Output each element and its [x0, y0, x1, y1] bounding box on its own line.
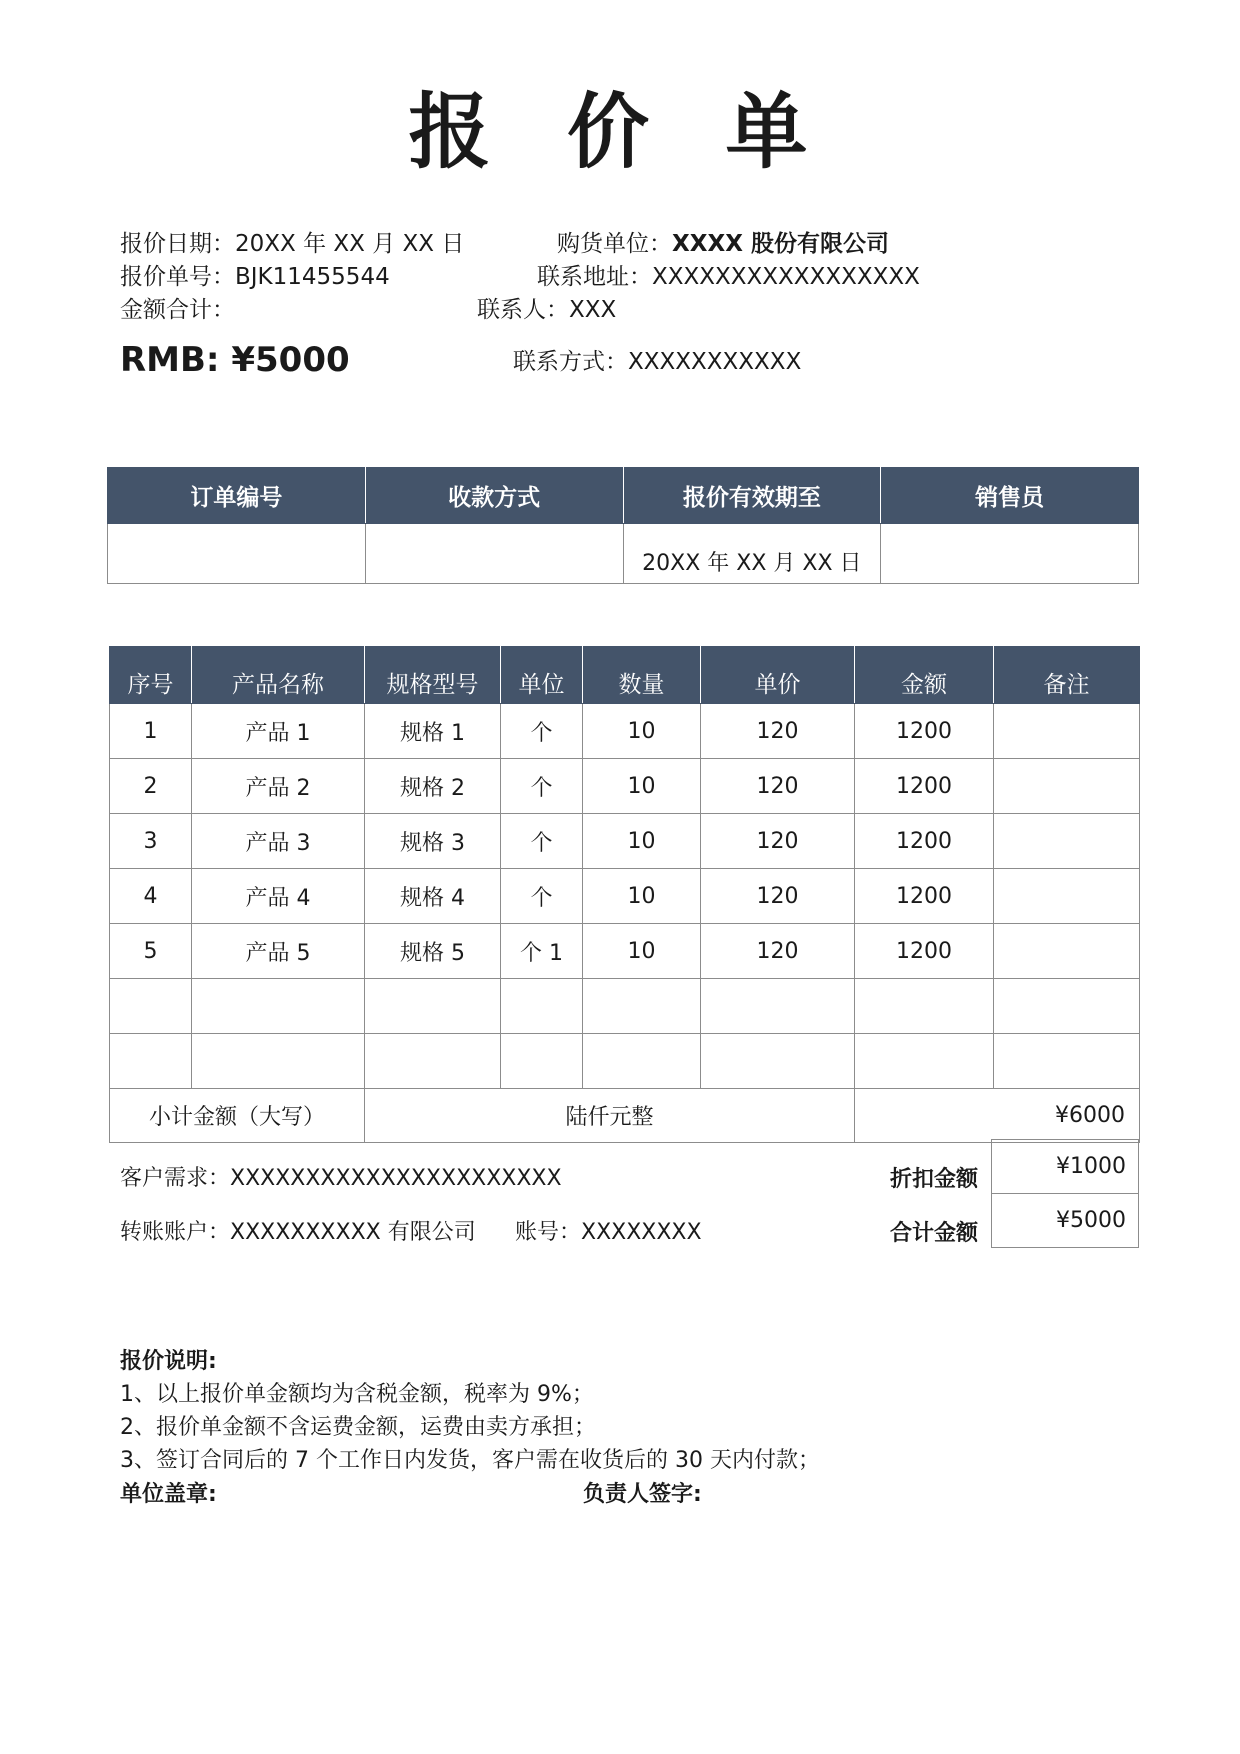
table-cell: 3 — [110, 814, 192, 869]
table-cell — [701, 979, 855, 1034]
table-cell: 120 — [701, 759, 855, 814]
table-row — [110, 704, 1140, 759]
subtotal-label: 小计金额（大写） — [110, 1089, 365, 1143]
subtotal-text: 陆仟元整 — [365, 1089, 855, 1143]
table-cell — [501, 1034, 583, 1089]
buyer — [557, 233, 889, 256]
address-value: XXXXXXXXXXXXXXXXX — [652, 264, 920, 290]
table-cell — [110, 1034, 192, 1089]
items-header-cell: 单价 — [701, 647, 855, 704]
table-cell — [994, 869, 1140, 924]
table-cell — [994, 759, 1140, 814]
account-number: 账号：XXXXXXXX — [515, 1220, 702, 1245]
table-cell — [994, 1034, 1140, 1089]
table-cell: 1200 — [855, 869, 994, 924]
table-cell: 产品 5 — [192, 924, 365, 979]
table-row — [110, 814, 1140, 869]
items-header-cell: 单位 — [501, 647, 583, 704]
table-cell: 个 — [501, 704, 583, 759]
table-cell: 10 — [583, 759, 701, 814]
total-value: ¥5000 — [992, 1194, 1139, 1248]
order-header-cell: 订单编号 — [108, 468, 366, 524]
table-cell: 120 — [701, 704, 855, 759]
table-row — [110, 869, 1140, 924]
subtotal-amount: ¥6000 — [855, 1089, 1140, 1143]
quote-date-label: 报价日期： — [120, 231, 235, 257]
total-row — [992, 1194, 1139, 1248]
table-cell — [501, 979, 583, 1034]
table-cell: 产品 4 — [192, 869, 365, 924]
table-cell: 个 1 — [501, 924, 583, 979]
order-number-cell — [108, 524, 366, 584]
seal-label: 单位盖章: — [120, 1482, 217, 1507]
order-header-cell: 销售员 — [881, 468, 1139, 524]
salesperson-cell — [881, 524, 1139, 584]
table-cell — [994, 924, 1140, 979]
signature-label: 负责人签字: — [583, 1482, 702, 1507]
table-cell — [994, 814, 1140, 869]
note-item: 3、签订合同后的 7 个工作日内发货，客户需在收货后的 30 天内付款； — [120, 1448, 820, 1473]
table-cell: 规格 3 — [365, 814, 501, 869]
valid-until-cell: 20XX 年 XX 月 XX 日 — [623, 524, 881, 584]
table-cell — [365, 1034, 501, 1089]
address — [537, 266, 920, 289]
order-table — [107, 467, 1139, 584]
amount-total-label: 金额合计： — [120, 297, 235, 323]
table-cell — [994, 704, 1140, 759]
table-cell: 4 — [110, 869, 192, 924]
total-label: 合计金额 — [890, 1221, 979, 1246]
table-cell: 1200 — [855, 814, 994, 869]
table-cell — [192, 979, 365, 1034]
table-cell — [110, 979, 192, 1034]
table-row — [110, 924, 1140, 979]
table-cell — [701, 1034, 855, 1089]
transfer-account: 转账账户：XXXXXXXXXX 有限公司 — [120, 1220, 476, 1245]
table-cell — [365, 979, 501, 1034]
note-item: 2、报价单金额不含运费金额，运费由卖方承担； — [120, 1415, 596, 1440]
table-cell: 5 — [110, 924, 192, 979]
order-table-header — [108, 468, 1139, 524]
buyer-label: 购货单位： — [557, 231, 672, 257]
items-header-cell: 数量 — [583, 647, 701, 704]
buyer-value: XXXX 股份有限公司 — [672, 231, 889, 257]
note-item: 1、以上报价单金额均为含税金额，税率为 9%； — [120, 1382, 594, 1407]
table-cell: 产品 1 — [192, 704, 365, 759]
table-cell: 产品 2 — [192, 759, 365, 814]
subtotal-row — [110, 1089, 1140, 1143]
table-cell: 120 — [701, 814, 855, 869]
items-header-cell: 序号 — [110, 647, 192, 704]
table-cell: 1 — [110, 704, 192, 759]
page-title: 报 价 单 — [408, 85, 832, 180]
table-cell: 2 — [110, 759, 192, 814]
items-table — [109, 646, 1140, 1143]
phone-value: XXXXXXXXXXX — [628, 349, 802, 375]
totals-table — [991, 1139, 1139, 1248]
address-label: 联系地址： — [537, 264, 652, 290]
table-cell: 10 — [583, 869, 701, 924]
discount-row — [992, 1140, 1139, 1194]
table-cell: 个 — [501, 869, 583, 924]
quote-date-value: 20XX 年 XX 月 XX 日 — [235, 231, 465, 257]
quote-notes — [120, 1345, 820, 1477]
table-cell: 个 — [501, 814, 583, 869]
discount-value: ¥1000 — [992, 1140, 1139, 1194]
contact-label: 联系人： — [477, 297, 569, 323]
table-cell: 产品 3 — [192, 814, 365, 869]
table-cell — [855, 1034, 994, 1089]
table-cell: 1200 — [855, 759, 994, 814]
table-cell: 规格 4 — [365, 869, 501, 924]
notes-title: 报价说明: — [120, 1349, 217, 1374]
payment-method-cell — [365, 524, 623, 584]
table-row — [110, 1034, 1140, 1089]
table-cell: 10 — [583, 924, 701, 979]
table-cell: 120 — [701, 924, 855, 979]
table-cell: 10 — [583, 704, 701, 759]
table-cell: 个 — [501, 759, 583, 814]
order-header-cell: 收款方式 — [365, 468, 623, 524]
table-cell — [994, 979, 1140, 1034]
table-cell: 1200 — [855, 704, 994, 759]
table-cell: 10 — [583, 814, 701, 869]
items-header-cell: 产品名称 — [192, 647, 365, 704]
phone-label: 联系方式： — [513, 349, 628, 375]
customer-need: 客户需求：XXXXXXXXXXXXXXXXXXXXXX — [120, 1166, 562, 1191]
items-header-cell: 备注 — [994, 647, 1140, 704]
table-cell: 规格 1 — [365, 704, 501, 759]
table-cell: 规格 2 — [365, 759, 501, 814]
table-row — [110, 979, 1140, 1034]
table-cell: 1200 — [855, 924, 994, 979]
table-cell — [192, 1034, 365, 1089]
items-header-cell: 金额 — [855, 647, 994, 704]
table-cell — [583, 979, 701, 1034]
table-cell — [583, 1034, 701, 1089]
contact-value: XXX — [569, 297, 617, 323]
order-table-row — [108, 524, 1139, 584]
items-header-cell: 规格型号 — [365, 647, 501, 704]
items-table-header — [110, 647, 1140, 704]
table-cell: 120 — [701, 869, 855, 924]
quote-date — [120, 233, 464, 256]
quote-number — [120, 266, 390, 289]
quote-number-value: BJK11455544 — [235, 264, 390, 290]
table-row — [110, 759, 1140, 814]
phone — [513, 351, 801, 374]
quote-number-label: 报价单号： — [120, 264, 235, 290]
table-cell: 规格 5 — [365, 924, 501, 979]
order-header-cell: 报价有效期至 — [623, 468, 881, 524]
rmb-amount: RMB: ¥5000 — [120, 340, 350, 380]
table-cell — [855, 979, 994, 1034]
discount-label: 折扣金额 — [890, 1167, 979, 1192]
contact — [477, 299, 616, 322]
